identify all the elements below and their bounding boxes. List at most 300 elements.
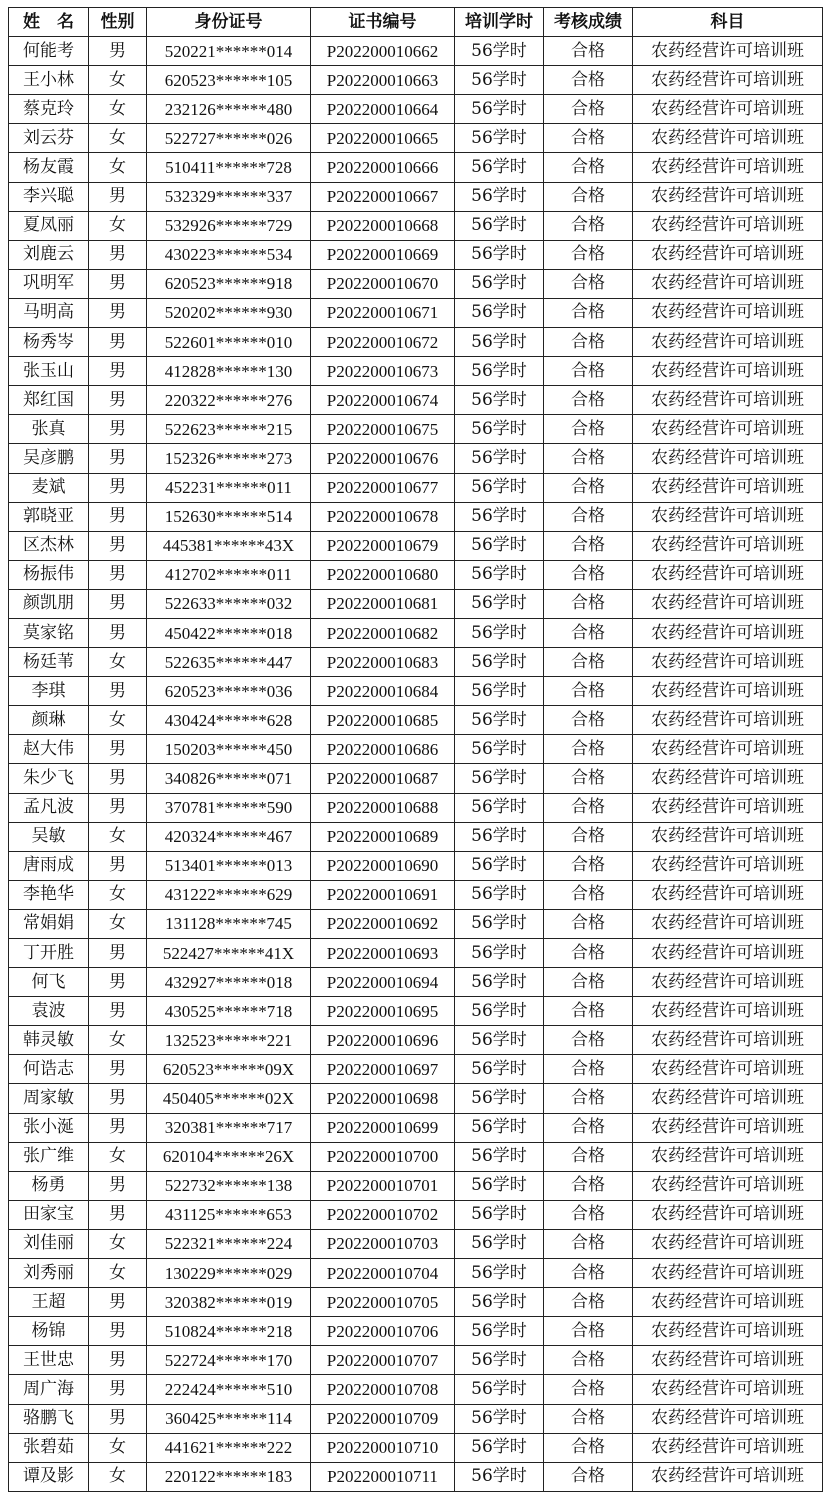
cell-subject: 农药经营许可培训班 [633,1113,823,1142]
cell-id-number: 432927******018 [147,968,311,997]
cell-gender: 女 [89,1142,147,1171]
cell-name: 莫家铭 [9,618,89,647]
cell-id-number: 522633******032 [147,589,311,618]
cell-gender: 男 [89,473,147,502]
table-row [9,444,823,473]
cell-certificate-number: P202200010689 [311,822,455,851]
cell-name: 巩明军 [9,269,89,298]
cell-gender: 男 [89,37,147,66]
cell-assessment-result: 合格 [544,1259,633,1288]
cell-name: 颜琳 [9,706,89,735]
cell-training-hours: 56学时 [455,589,544,618]
cell-certificate-number: P202200010705 [311,1288,455,1317]
cell-subject: 农药经营许可培训班 [633,502,823,531]
cell-name: 吴敏 [9,822,89,851]
table-row [9,1259,823,1288]
cell-subject: 农药经营许可培训班 [633,444,823,473]
cell-assessment-result: 合格 [544,735,633,764]
cell-assessment-result: 合格 [544,1026,633,1055]
cell-name: 周家敏 [9,1084,89,1113]
cell-assessment-result: 合格 [544,531,633,560]
cell-gender: 女 [89,1229,147,1258]
cell-certificate-number: P202200010684 [311,677,455,706]
cell-training-hours: 56学时 [455,1346,544,1375]
cell-certificate-number: P202200010683 [311,648,455,677]
cell-id-number: 620523******105 [147,66,311,95]
table-row [9,531,823,560]
cell-certificate-number: P202200010663 [311,66,455,95]
table-row [9,880,823,909]
training-roster-table [8,7,823,1492]
cell-subject: 农药经营许可培训班 [633,1084,823,1113]
cell-certificate-number: P202200010664 [311,95,455,124]
cell-subject: 农药经营许可培训班 [633,1259,823,1288]
cell-training-hours: 56学时 [455,269,544,298]
cell-subject: 农药经营许可培训班 [633,968,823,997]
table-row [9,328,823,357]
cell-certificate-number: P202200010677 [311,473,455,502]
cell-subject: 农药经营许可培训班 [633,1171,823,1200]
cell-training-hours: 56学时 [455,1084,544,1113]
cell-training-hours: 56学时 [455,851,544,880]
cell-name: 杨振伟 [9,560,89,589]
cell-training-hours: 56学时 [455,880,544,909]
cell-assessment-result: 合格 [544,1142,633,1171]
cell-subject: 农药经营许可培训班 [633,269,823,298]
cell-gender: 女 [89,1026,147,1055]
cell-assessment-result: 合格 [544,386,633,415]
cell-assessment-result: 合格 [544,1200,633,1229]
cell-certificate-number: P202200010707 [311,1346,455,1375]
cell-subject: 农药经营许可培训班 [633,648,823,677]
cell-certificate-number: P202200010699 [311,1113,455,1142]
cell-training-hours: 56学时 [455,1259,544,1288]
cell-gender: 男 [89,1375,147,1404]
cell-certificate-number: P202200010682 [311,618,455,647]
cell-training-hours: 56学时 [455,66,544,95]
cell-id-number: 450405******02X [147,1084,311,1113]
cell-id-number: 510411******728 [147,153,311,182]
cell-assessment-result: 合格 [544,444,633,473]
cell-assessment-result: 合格 [544,997,633,1026]
cell-subject: 农药经营许可培训班 [633,1026,823,1055]
cell-gender: 男 [89,1055,147,1084]
cell-id-number: 522724******170 [147,1346,311,1375]
cell-certificate-number: P202200010662 [311,37,455,66]
table-row [9,502,823,531]
cell-assessment-result: 合格 [544,153,633,182]
cell-certificate-number: P202200010675 [311,415,455,444]
cell-gender: 男 [89,997,147,1026]
table-row [9,124,823,153]
cell-certificate-number: P202200010665 [311,124,455,153]
cell-subject: 农药经营许可培训班 [633,182,823,211]
cell-name: 朱少飞 [9,764,89,793]
cell-id-number: 522427******41X [147,939,311,968]
table-row [9,909,823,938]
cell-name: 孟凡波 [9,793,89,822]
cell-assessment-result: 合格 [544,1055,633,1084]
cell-subject: 农药经营许可培训班 [633,618,823,647]
table-row [9,968,823,997]
cell-assessment-result: 合格 [544,880,633,909]
table-row [9,560,823,589]
cell-training-hours: 56学时 [455,618,544,647]
table-row [9,1200,823,1229]
cell-gender: 男 [89,793,147,822]
cell-assessment-result: 合格 [544,618,633,647]
cell-training-hours: 56学时 [455,1462,544,1491]
cell-certificate-number: P202200010708 [311,1375,455,1404]
cell-training-hours: 56学时 [455,1113,544,1142]
cell-training-hours: 56学时 [455,444,544,473]
cell-subject: 农药经营许可培训班 [633,880,823,909]
cell-id-number: 620523******918 [147,269,311,298]
cell-certificate-number: P202200010670 [311,269,455,298]
cell-id-number: 131128******745 [147,909,311,938]
cell-assessment-result: 合格 [544,182,633,211]
cell-subject: 农药经营许可培训班 [633,1375,823,1404]
cell-training-hours: 56学时 [455,1317,544,1346]
cell-assessment-result: 合格 [544,560,633,589]
cell-certificate-number: P202200010674 [311,386,455,415]
cell-training-hours: 56学时 [455,95,544,124]
cell-training-hours: 56学时 [455,1200,544,1229]
cell-assessment-result: 合格 [544,968,633,997]
cell-training-hours: 56学时 [455,1026,544,1055]
cell-gender: 女 [89,1259,147,1288]
cell-name: 张广维 [9,1142,89,1171]
table-row [9,66,823,95]
cell-subject: 农药经营许可培训班 [633,153,823,182]
cell-certificate-number: P202200010710 [311,1433,455,1462]
cell-gender: 女 [89,153,147,182]
header-id-number: 身份证号 [147,8,311,37]
cell-name: 何飞 [9,968,89,997]
cell-assessment-result: 合格 [544,1317,633,1346]
cell-certificate-number: P202200010671 [311,298,455,327]
cell-training-hours: 56学时 [455,1288,544,1317]
cell-certificate-number: P202200010694 [311,968,455,997]
cell-subject: 农药经营许可培训班 [633,1229,823,1258]
cell-id-number: 360425******114 [147,1404,311,1433]
cell-subject: 农药经营许可培训班 [633,531,823,560]
cell-gender: 男 [89,415,147,444]
cell-assessment-result: 合格 [544,589,633,618]
cell-assessment-result: 合格 [544,1404,633,1433]
cell-id-number: 522321******224 [147,1229,311,1258]
cell-subject: 农药经营许可培训班 [633,1288,823,1317]
cell-name: 唐雨成 [9,851,89,880]
cell-subject: 农药经营许可培训班 [633,793,823,822]
cell-gender: 女 [89,706,147,735]
cell-subject: 农药经营许可培训班 [633,357,823,386]
cell-certificate-number: P202200010691 [311,880,455,909]
cell-gender: 男 [89,357,147,386]
table-row [9,735,823,764]
cell-name: 杨廷苇 [9,648,89,677]
cell-training-hours: 56学时 [455,706,544,735]
cell-id-number: 412702******011 [147,560,311,589]
cell-name: 蔡克玲 [9,95,89,124]
cell-assessment-result: 合格 [544,677,633,706]
cell-gender: 男 [89,1113,147,1142]
table-row [9,822,823,851]
header-subject: 科目 [633,8,823,37]
table-row [9,415,823,444]
cell-gender: 女 [89,1462,147,1491]
cell-gender: 女 [89,648,147,677]
cell-name: 郑红国 [9,386,89,415]
cell-gender: 男 [89,1084,147,1113]
cell-name: 赵大伟 [9,735,89,764]
table-row [9,793,823,822]
cell-id-number: 450422******018 [147,618,311,647]
cell-gender: 男 [89,444,147,473]
cell-subject: 农药经营许可培训班 [633,473,823,502]
cell-gender: 男 [89,968,147,997]
cell-certificate-number: P202200010695 [311,997,455,1026]
cell-gender: 女 [89,66,147,95]
table-row [9,706,823,735]
table-row [9,1346,823,1375]
table-row [9,997,823,1026]
cell-certificate-number: P202200010681 [311,589,455,618]
cell-id-number: 522623******215 [147,415,311,444]
cell-subject: 农药经营许可培训班 [633,211,823,240]
cell-gender: 男 [89,1288,147,1317]
table-row [9,1375,823,1404]
cell-name: 袁波 [9,997,89,1026]
cell-gender: 男 [89,1346,147,1375]
cell-certificate-number: P202200010698 [311,1084,455,1113]
cell-assessment-result: 合格 [544,909,633,938]
cell-assessment-result: 合格 [544,211,633,240]
cell-assessment-result: 合格 [544,648,633,677]
cell-gender: 女 [89,822,147,851]
cell-subject: 农药经营许可培训班 [633,415,823,444]
cell-certificate-number: P202200010686 [311,735,455,764]
cell-gender: 男 [89,618,147,647]
cell-training-hours: 56学时 [455,502,544,531]
cell-training-hours: 56学时 [455,1171,544,1200]
table-row [9,298,823,327]
cell-gender: 男 [89,589,147,618]
cell-certificate-number: P202200010693 [311,939,455,968]
cell-name: 韩灵敏 [9,1026,89,1055]
cell-name: 郭晓亚 [9,502,89,531]
cell-assessment-result: 合格 [544,298,633,327]
cell-name: 李琪 [9,677,89,706]
table-row [9,95,823,124]
cell-training-hours: 56学时 [455,531,544,560]
cell-training-hours: 56学时 [455,473,544,502]
cell-training-hours: 56学时 [455,153,544,182]
cell-assessment-result: 合格 [544,269,633,298]
cell-id-number: 520202******930 [147,298,311,327]
cell-subject: 农药经营许可培训班 [633,124,823,153]
cell-name: 杨友霞 [9,153,89,182]
cell-name: 刘云芬 [9,124,89,153]
cell-name: 夏凤丽 [9,211,89,240]
cell-assessment-result: 合格 [544,1229,633,1258]
table-row [9,1462,823,1491]
cell-id-number: 532329******337 [147,182,311,211]
cell-id-number: 452231******011 [147,473,311,502]
cell-id-number: 370781******590 [147,793,311,822]
cell-assessment-result: 合格 [544,95,633,124]
table-row [9,1084,823,1113]
cell-certificate-number: P202200010668 [311,211,455,240]
cell-training-hours: 56学时 [455,37,544,66]
cell-subject: 农药经营许可培训班 [633,1317,823,1346]
table-row [9,269,823,298]
cell-assessment-result: 合格 [544,1113,633,1142]
cell-assessment-result: 合格 [544,1288,633,1317]
cell-subject: 农药经营许可培训班 [633,560,823,589]
cell-id-number: 152630******514 [147,502,311,531]
cell-id-number: 520221******014 [147,37,311,66]
cell-subject: 农药经营许可培训班 [633,764,823,793]
cell-subject: 农药经营许可培训班 [633,1433,823,1462]
cell-training-hours: 56学时 [455,968,544,997]
cell-id-number: 445381******43X [147,531,311,560]
cell-training-hours: 56学时 [455,997,544,1026]
cell-name: 骆鹏飞 [9,1404,89,1433]
cell-subject: 农药经营许可培训班 [633,1346,823,1375]
cell-subject: 农药经营许可培训班 [633,1404,823,1433]
cell-name: 李兴聪 [9,182,89,211]
cell-training-hours: 56学时 [455,357,544,386]
cell-training-hours: 56学时 [455,677,544,706]
cell-subject: 农药经营许可培训班 [633,677,823,706]
table-row [9,1229,823,1258]
cell-name: 刘佳丽 [9,1229,89,1258]
cell-name: 张碧茹 [9,1433,89,1462]
table-header [9,8,823,37]
cell-id-number: 510824******218 [147,1317,311,1346]
table-row [9,1113,823,1142]
cell-id-number: 522601******010 [147,328,311,357]
cell-certificate-number: P202200010703 [311,1229,455,1258]
cell-id-number: 220322******276 [147,386,311,415]
cell-id-number: 220122******183 [147,1462,311,1491]
cell-gender: 男 [89,182,147,211]
cell-certificate-number: P202200010679 [311,531,455,560]
cell-gender: 女 [89,124,147,153]
cell-certificate-number: P202200010680 [311,560,455,589]
cell-id-number: 430223******534 [147,240,311,269]
cell-gender: 男 [89,328,147,357]
cell-training-hours: 56学时 [455,386,544,415]
cell-subject: 农药经营许可培训班 [633,386,823,415]
cell-training-hours: 56学时 [455,1229,544,1258]
table-row [9,357,823,386]
cell-gender: 女 [89,880,147,909]
cell-certificate-number: P202200010702 [311,1200,455,1229]
cell-assessment-result: 合格 [544,1084,633,1113]
cell-name: 何诰志 [9,1055,89,1084]
cell-subject: 农药经营许可培训班 [633,1462,823,1491]
cell-name: 王小林 [9,66,89,95]
cell-id-number: 431125******653 [147,1200,311,1229]
table-row [9,240,823,269]
cell-subject: 农药经营许可培训班 [633,240,823,269]
cell-training-hours: 56学时 [455,764,544,793]
table-row [9,1404,823,1433]
cell-certificate-number: P202200010692 [311,909,455,938]
table-row [9,677,823,706]
cell-training-hours: 56学时 [455,735,544,764]
cell-assessment-result: 合格 [544,793,633,822]
cell-assessment-result: 合格 [544,822,633,851]
cell-name: 周广海 [9,1375,89,1404]
cell-name: 杨锦 [9,1317,89,1346]
cell-subject: 农药经营许可培训班 [633,997,823,1026]
cell-certificate-number: P202200010690 [311,851,455,880]
cell-id-number: 320381******717 [147,1113,311,1142]
cell-name: 张真 [9,415,89,444]
header-name: 姓 名 [9,8,89,37]
cell-training-hours: 56学时 [455,415,544,444]
cell-training-hours: 56学时 [455,1433,544,1462]
cell-assessment-result: 合格 [544,1375,633,1404]
cell-assessment-result: 合格 [544,1171,633,1200]
cell-assessment-result: 合格 [544,415,633,444]
cell-gender: 男 [89,269,147,298]
cell-name: 杨秀岑 [9,328,89,357]
table-row [9,764,823,793]
cell-name: 何能考 [9,37,89,66]
cell-gender: 男 [89,735,147,764]
cell-subject: 农药经营许可培训班 [633,939,823,968]
cell-subject: 农药经营许可培训班 [633,909,823,938]
cell-gender: 男 [89,386,147,415]
cell-subject: 农药经营许可培训班 [633,822,823,851]
cell-assessment-result: 合格 [544,502,633,531]
cell-certificate-number: P202200010685 [311,706,455,735]
cell-subject: 农药经营许可培训班 [633,1200,823,1229]
cell-subject: 农药经营许可培训班 [633,589,823,618]
cell-name: 吴彦鹏 [9,444,89,473]
cell-training-hours: 56学时 [455,793,544,822]
cell-training-hours: 56学时 [455,1375,544,1404]
cell-subject: 农药经营许可培训班 [633,66,823,95]
cell-name: 颜凯朋 [9,589,89,618]
cell-subject: 农药经营许可培训班 [633,1142,823,1171]
cell-assessment-result: 合格 [544,124,633,153]
cell-gender: 男 [89,298,147,327]
cell-assessment-result: 合格 [544,1346,633,1375]
cell-certificate-number: P202200010706 [311,1317,455,1346]
cell-subject: 农药经营许可培训班 [633,851,823,880]
table-row [9,37,823,66]
cell-gender: 男 [89,764,147,793]
cell-assessment-result: 合格 [544,37,633,66]
table-row [9,182,823,211]
table-row [9,386,823,415]
cell-id-number: 130229******029 [147,1259,311,1288]
cell-gender: 女 [89,1433,147,1462]
cell-gender: 男 [89,240,147,269]
cell-training-hours: 56学时 [455,939,544,968]
cell-assessment-result: 合格 [544,240,633,269]
cell-assessment-result: 合格 [544,1462,633,1491]
cell-id-number: 232126******480 [147,95,311,124]
cell-certificate-number: P202200010688 [311,793,455,822]
cell-training-hours: 56学时 [455,560,544,589]
cell-id-number: 222424******510 [147,1375,311,1404]
